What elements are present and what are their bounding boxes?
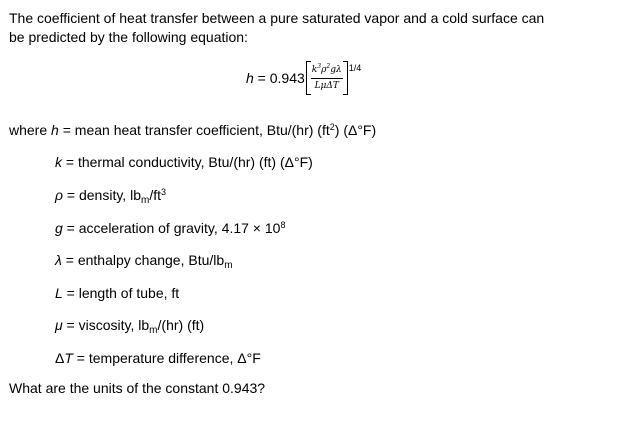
equation-denominator: LμΔT (314, 80, 339, 91)
k-symbol: k (55, 154, 62, 170)
question-text: What are the units of the constant 0.943? (9, 380, 266, 396)
lambda-text: = enthalpy change, Btu/lb (61, 252, 225, 268)
mu-text-end: /(hr) (ft) (157, 317, 205, 333)
rho-text-end: /ft (149, 187, 161, 203)
L-symbol: L (55, 285, 63, 301)
definition-k (55, 154, 313, 171)
equation-constant: = 0.943 (253, 70, 305, 86)
definition-mu (55, 317, 204, 334)
g-symbol: g (55, 220, 63, 236)
numerator-k: k (311, 64, 318, 75)
h-text-end: ) (Δ°F) (334, 122, 377, 138)
heat-transfer-equation (246, 58, 361, 98)
mu-subscript: m (149, 325, 158, 336)
rho-subscript: m (140, 195, 150, 206)
rho-text: = density, lb (63, 187, 141, 203)
definition-delta-T (55, 350, 261, 367)
L-text: = length of tube, ft (62, 285, 180, 301)
g-exponent: 8 (280, 220, 286, 230)
equation-fraction (311, 61, 343, 95)
definition-h (9, 122, 376, 139)
k-text: = thermal conductivity, Btu/(hr) (ft) (Δ°F) (62, 154, 313, 170)
numerator-rho: ρ (321, 64, 327, 75)
h-text: = mean heat transfer coefficient, Btu/(hr) (ft (58, 122, 330, 138)
rho-symbol: ρ (55, 187, 64, 203)
equation-h-symbol: h (246, 70, 254, 86)
h-symbol: h (51, 122, 59, 138)
definition-g (55, 220, 285, 237)
rho-exponent: 3 (161, 187, 167, 197)
where-prefix: where (9, 122, 52, 138)
g-text: = acceleration of gravity, 4.17 × 10 (62, 220, 281, 236)
intro-line-2: be predicted by the following equation: (9, 29, 248, 45)
mu-text: = viscosity, lb (62, 317, 150, 333)
definition-lambda (55, 252, 233, 269)
intro-line-1: The coefficient of heat transfer between a pure saturated vapor and a cold surface can (9, 10, 545, 26)
equation-lhs (246, 70, 305, 86)
h-exponent: 2 (329, 122, 335, 132)
lambda-subscript: m (224, 260, 233, 271)
lambda-symbol: λ (55, 252, 62, 268)
T-symbol: T (64, 350, 73, 366)
delta-symbol: Δ (55, 350, 65, 366)
equation-bracket (306, 61, 348, 95)
numerator-k-exponent: 3 (317, 62, 322, 70)
definition-rho (55, 187, 166, 204)
mu-symbol: μ (55, 317, 63, 333)
equation-exponent: 1/4 (348, 63, 362, 73)
delta-T-text: = temperature difference, Δ°F (72, 350, 261, 366)
numerator-rho-exponent: 2 (326, 62, 331, 70)
equation-numerator (311, 64, 343, 79)
numerator-g-lambda: gλ (330, 64, 342, 75)
definition-L (55, 285, 179, 302)
